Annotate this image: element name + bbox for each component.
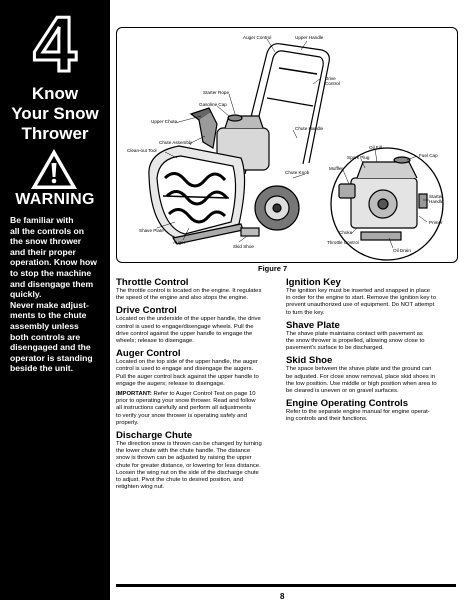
label-choke: Choke [339, 230, 353, 235]
chapter-sidebar [0, 0, 110, 600]
label-primer: Primer [429, 220, 443, 225]
body-skid-shoe: The space between the shave plate and the ground can be adjusted. For close snow removal, place skid shoes in the low position. Use middle or high position when area to be cleared is uneven or on gravel surfaces. [286, 366, 437, 395]
label-starter-rope: Starter Rope [203, 90, 230, 95]
label-shave-plate: Shave Plate [139, 228, 164, 233]
warning-line: Be familiar with [10, 215, 74, 225]
label-starter-handle: Starter Handle [429, 194, 444, 204]
warning-line: both controls are [10, 331, 81, 342]
warning-line: beside the unit. [10, 363, 74, 374]
heading-shave-plate: Shave Plate [286, 319, 340, 331]
heading-skid-shoe: Skid Shoe [286, 355, 333, 367]
heading-drive-control: Drive Control [116, 305, 177, 317]
label-oil-drain: Oil Drain [393, 248, 411, 253]
chapter-number: 4 [33, 0, 77, 88]
heading-engine-operating-controls: Engine Operating Controls [286, 398, 409, 410]
text-column-left [116, 277, 280, 494]
chapter-title-line: Your Snow [11, 104, 99, 123]
snow-thrower-illustration [117, 28, 457, 262]
label-chute-handle: Chute Handle [295, 126, 324, 131]
text-column-right [286, 277, 456, 427]
label-spark-plug: Spark Plug [347, 155, 370, 160]
warning-line: operation. Know how [10, 257, 97, 268]
warning-line: the snow thrower [10, 236, 82, 247]
important-label: IMPORTANT: [116, 391, 152, 398]
warning-label: WARNING [15, 191, 95, 208]
page-number: 8 [280, 592, 285, 601]
figure-caption: Figure 7 [258, 264, 288, 273]
heading-discharge-chute: Discharge Chute [116, 430, 193, 442]
body-discharge-chute: The direction snow is thrown can be changed by turning the lower chute with the chute handle. The distance snow is thrown can be adjusted by raising the upper chute for greater distance, or lowering for less distance. Loosen the wing nut on the side of the discharge chute to adjust. Pivot the chute to desired position, and retighten wing nut. [116, 441, 262, 491]
label-skid-shoe: Skid Shoe [233, 244, 254, 249]
heading-ignition-key: Ignition Key [286, 277, 341, 288]
chapter-title-line: Know [31, 84, 79, 103]
footer-rule [116, 584, 456, 587]
warning-text [10, 215, 110, 374]
label-clean-out-tool: Clean-out Tool [127, 148, 157, 153]
label-gasoline-cap: Gasoline Cap [199, 102, 227, 107]
warning-line: assembly unless [10, 320, 79, 331]
warning-line: all the controls on [10, 225, 85, 236]
label-oil-fill: Oil Fill [369, 145, 382, 150]
heading-auger-control: Auger Control [116, 348, 181, 360]
label-auger: Auger [173, 240, 186, 245]
chapter-title [0, 84, 110, 144]
label-upper-chute: Upper Chute [151, 119, 178, 124]
warning-triangle-icon [29, 147, 79, 191]
body-auger-control: Located on the top side of the upper handle, the auger control is used to engage and disengage the augers. Pull the auger control back against the upper handle to engage the augers; release to disengage. [116, 359, 259, 387]
warning-line: quickly. [10, 289, 42, 300]
body-drive-control: Located on the underside of the upper handle, the drive control is used to engage/disengage wheels. Pull the drive control against the upper handle to engage the wheels; release to disengage. [116, 316, 261, 345]
important-note: IMPORTANT: Refer to Auger Control Test on page 10 prior to operating your snow thrower. Read and follow all instructions carefully and perform all adjustments to verify your snow thrower is operating safely and properly. [116, 391, 256, 426]
label-muffler: Muffler [329, 166, 343, 171]
warning-line: and their proper [10, 246, 76, 257]
label-drive-control: Drive Control [325, 76, 340, 86]
chapter-title-line: Thrower [21, 124, 89, 143]
warning-line: disengaged and the [10, 342, 91, 353]
warning-line: ments to the chute [10, 310, 87, 321]
label-chute-knob: Chute Knob [285, 170, 310, 175]
body-throttle-control: The throttle control is located on the engine. It regulates the speed of the engine and also stops the engine. [116, 288, 262, 302]
warning-line: operator is standing [10, 352, 93, 363]
label-fuel-cap: Fuel Cap [419, 153, 438, 158]
body-shave-plate: The shave plate maintains contact with pavement as the snow thrower is propelled, allowing snow close to pavement's surface to be discharged. [286, 330, 425, 352]
warning-line: Never make adjust- [10, 299, 89, 310]
label-auger-control: Auger Control [243, 35, 272, 40]
heading-throttle-control: Throttle Control [116, 277, 189, 288]
figure-7-diagram [116, 27, 458, 263]
warning-line: to stop the machine [10, 267, 92, 278]
body-ignition-key: The ignition key must be inserted and snapped in place in order for the engine to start. Remove the ignition key to prevent unauthorized use of equipment. Do NOT attempt to turn the key. [286, 288, 436, 316]
label-upper-handle: Upper Handle [295, 35, 324, 40]
label-chute-assembly: Chute Assembly [159, 140, 193, 145]
body-engine-operating-controls: Refer to the separate engine manual for engine operat- ing controls and their functions. [286, 409, 430, 423]
label-throttle-control: Throttle Control [327, 240, 359, 245]
warning-line: and disengage them [10, 278, 94, 289]
